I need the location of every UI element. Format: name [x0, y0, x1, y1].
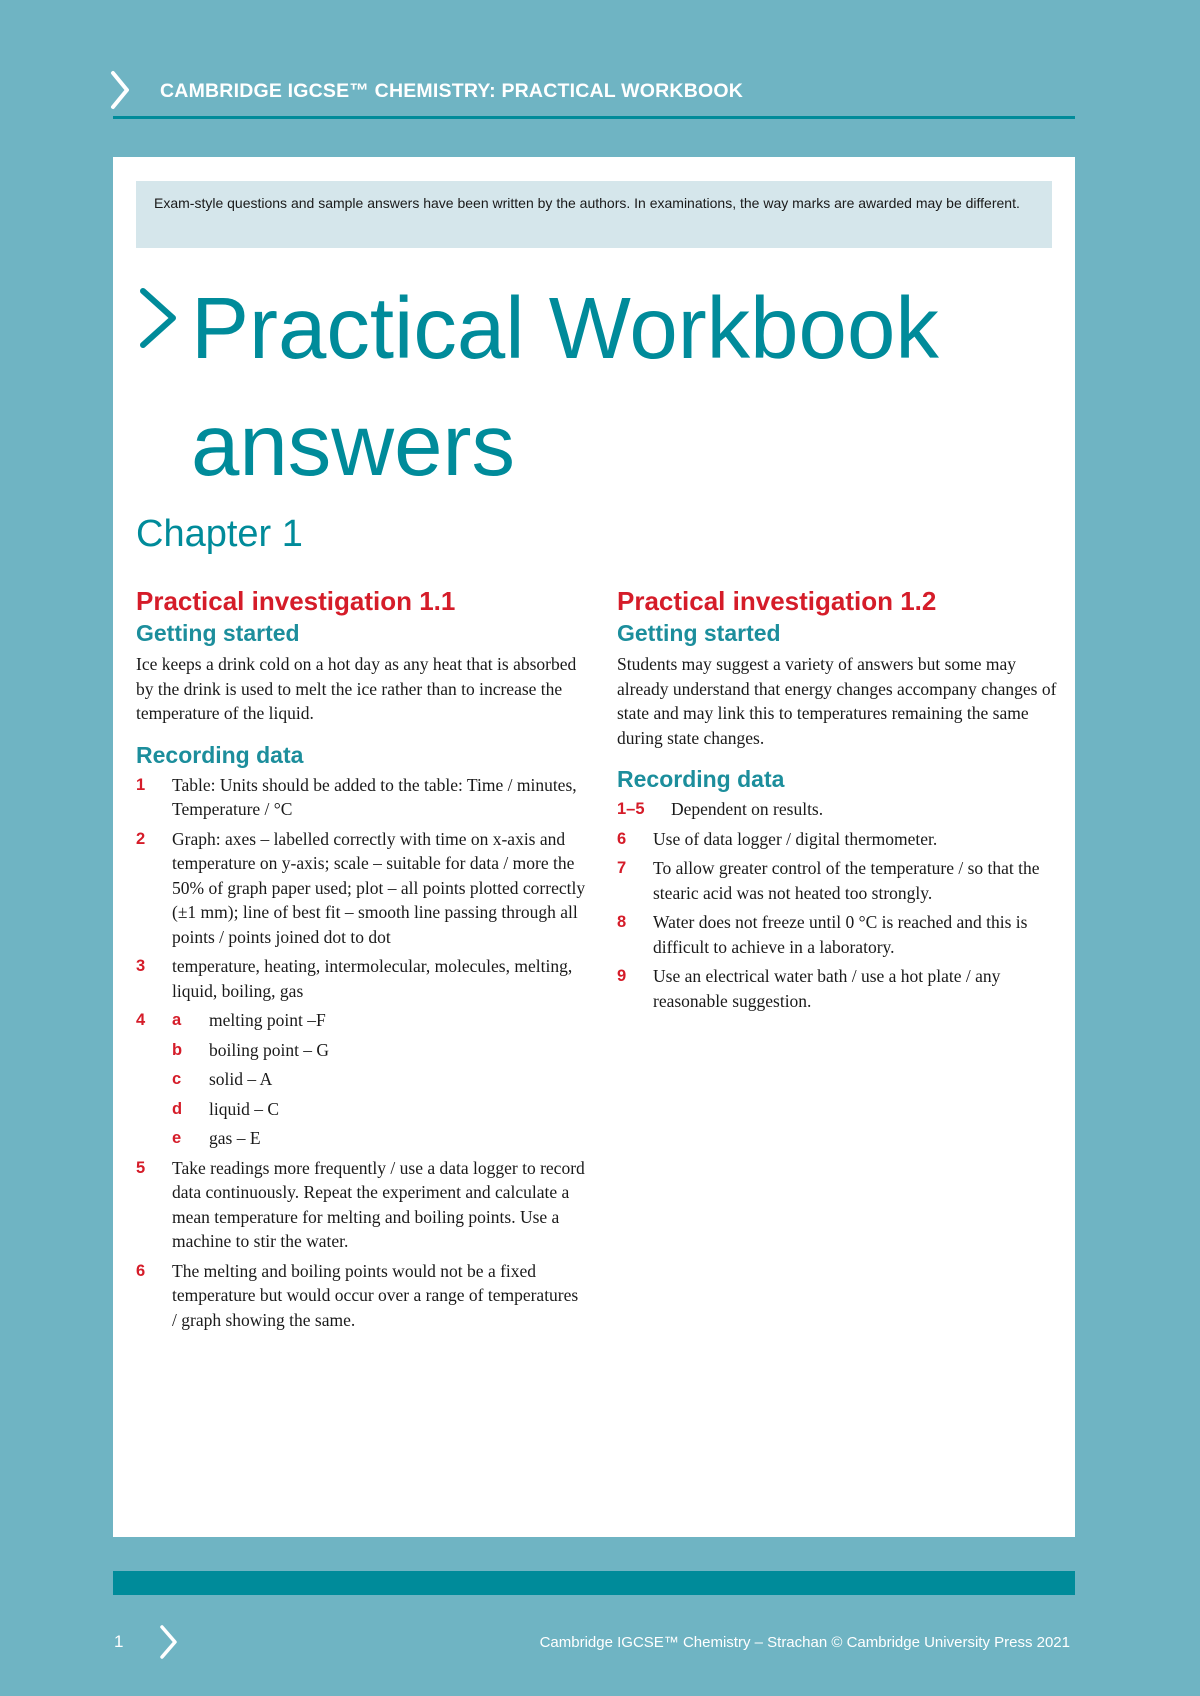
item-number: 4 [136, 1011, 146, 1029]
chapter-heading: Chapter 1 [136, 513, 303, 555]
list-item [617, 827, 1057, 852]
title-chevron-icon [137, 287, 181, 349]
list-item [136, 1259, 586, 1333]
item-number: 1–5 [617, 800, 645, 818]
getting-started-text: Ice keeps a drink cold on a hot day as any heat that is absorbed by the drink is used to melt the ice rather than to increase the temperature of the liquid. [136, 654, 577, 723]
disclaimer-note: Exam-style questions and sample answers have been written by the authors. In examinations, the way marks are awarded may be different. [136, 181, 1052, 248]
page-title-line1: Practical Workbook [191, 280, 939, 377]
list-item [617, 910, 1057, 959]
item-number: 6 [617, 829, 627, 848]
investigation-heading: Practical investigation 1.1 [136, 586, 456, 616]
sub-item-text: melting point –F [209, 1010, 326, 1030]
getting-started-heading: Getting started [617, 620, 781, 646]
sub-list-item [136, 1067, 586, 1092]
item-text: To allow greater control of the temperature / so that the stearic acid was not heated too strongly. [653, 858, 1040, 903]
sub-item-letter: d [172, 1099, 183, 1118]
copyright-footer: Cambridge IGCSE™ Chemistry – Strachan © Cambridge University Press 2021 [539, 1634, 1070, 1651]
list-item [136, 1008, 586, 1033]
page-panel [113, 157, 1075, 1537]
header-rule [113, 116, 1075, 119]
sub-list-item [136, 1097, 586, 1122]
page-title-line2: answers [191, 397, 515, 494]
sub-item-letter: a [172, 1011, 182, 1029]
item-text: Use an electrical water bath / use a hot plate / any reasonable suggestion. [653, 966, 1001, 1011]
list-item [617, 964, 1057, 1013]
sub-list-item [136, 1038, 586, 1063]
sub-item-letter: e [172, 1129, 182, 1147]
list-item [136, 954, 586, 1003]
getting-started-heading: Getting started [136, 620, 300, 646]
right-column [617, 584, 1057, 1018]
item-number: 6 [136, 1261, 146, 1280]
page-number: 1 [114, 1632, 124, 1651]
answer-list [136, 773, 586, 1333]
left-column [136, 584, 586, 1337]
item-number: 8 [617, 913, 627, 931]
book-title: CAMBRIDGE IGCSE™ CHEMISTRY: PRACTICAL WORKBOOK [160, 80, 744, 102]
item-number: 2 [136, 829, 146, 848]
sub-item-text: gas – E [209, 1128, 261, 1148]
item-number: 1 [136, 775, 146, 794]
item-number: 5 [136, 1158, 146, 1177]
footer-bar [113, 1571, 1075, 1595]
item-text: Use of data logger / digital thermometer. [653, 828, 938, 849]
item-text: Water does not freeze until 0 °C is reached and this is difficult to achieve in a laboratory. [653, 912, 1028, 957]
sub-list-item [136, 1126, 586, 1151]
list-item [136, 827, 586, 950]
sub-item-text: solid – A [209, 1069, 273, 1089]
item-text: temperature, heating, intermolecular, molecules, melting, liquid, boiling, gas [172, 956, 573, 1001]
list-item [617, 797, 1057, 822]
chevron-right-icon [108, 70, 134, 110]
item-text: Take readings more frequently / use a data logger to record data continuously. Repeat the experiment and calculate a mean temperature for melting and boiling points. Use a machine to stir the water. [172, 1157, 585, 1251]
list-item [136, 1156, 586, 1254]
list-item [617, 856, 1057, 905]
recording-data-heading: Recording data [617, 766, 785, 792]
page-title [191, 270, 1051, 504]
sub-item-letter: b [172, 1040, 183, 1059]
getting-started-text: Students may suggest a variety of answers but some may already understand that energy changes accompany changes of state and may link this to temperatures remaining the same during state changes. [617, 654, 1057, 748]
item-text: Table: Units should be added to the table: Time / minutes, Temperature / °C [172, 774, 577, 819]
item-text: The melting and boiling points would not be a fixed temperature but would occur over a range of temperatures / graph showing the same. [172, 1260, 579, 1330]
sub-item-letter: c [172, 1070, 182, 1088]
investigation-heading: Practical investigation 1.2 [617, 586, 937, 616]
item-text: Graph: axes – labelled correctly with time on x-axis and temperature on y-axis; scale – suitable for data / more the 50% of graph paper used; plot – all points plotted correctly (±1 mm); line of best fit – smooth line passing through all points / points joined dot to dot [172, 828, 586, 947]
chevron-right-icon [158, 1624, 180, 1660]
recording-data-heading: Recording data [136, 741, 304, 768]
item-number: 7 [617, 859, 627, 877]
answer-list [617, 797, 1057, 1013]
item-number: 3 [136, 957, 146, 975]
item-text: Dependent on results. [671, 799, 824, 819]
item-number: 9 [617, 967, 627, 985]
sub-item-text: boiling point – G [209, 1039, 330, 1060]
list-item [136, 773, 586, 822]
sub-item-text: liquid – C [209, 1098, 280, 1119]
